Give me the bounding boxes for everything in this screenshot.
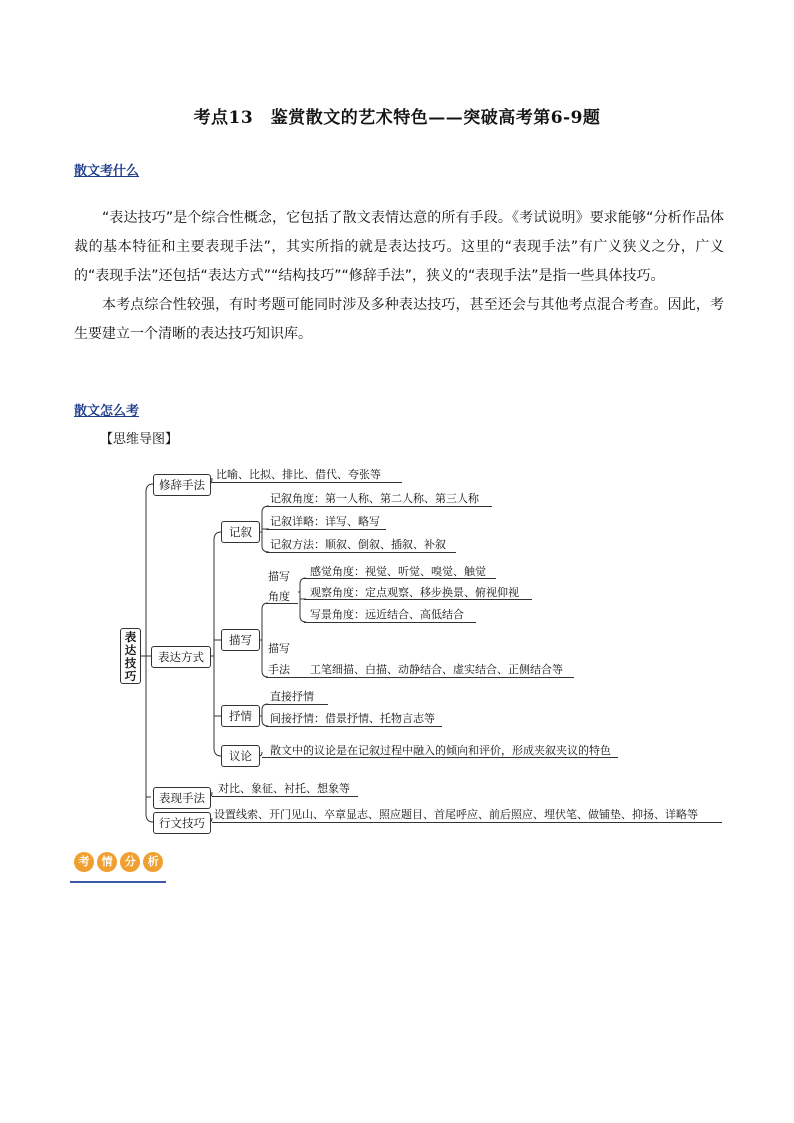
jiaodu-item-1: 感觉角度：视觉、听觉、嗅觉、触觉 [310, 565, 486, 578]
shoufa-text: 工笔细描、白描、动静结合、虚实结合、正侧结合等 [310, 663, 563, 676]
jixu-item-2-underline [266, 529, 386, 530]
xingwen-text: 设置线索、开门见山、卒章显志、照应题目、首尾呼应、前后照应、埋伏笔、做铺垫、抑扬、详略等 [214, 808, 698, 821]
paragraph-2: 本考点综合性较强，有时考题可能同时涉及多种表达技巧，甚至还会与其他考点混合考查。因此，考生要建立一个清晰的表达技巧知识库。 [74, 297, 724, 342]
yilun-underline [262, 757, 618, 758]
node-yilun [221, 745, 260, 767]
section-heading-how[interactable]: 散文怎么考 [74, 404, 140, 419]
jixu-item-3: 记叙方法：顺叙、倒叙、插叙、补叙 [270, 538, 446, 551]
node-miaoxie-label: 描写 [229, 633, 252, 647]
node-biaoda-label: 表达方式 [158, 650, 204, 664]
node-xingwen [153, 812, 211, 834]
mindmap-root [120, 628, 141, 684]
analysis-badge [74, 850, 161, 872]
mindmap-label: 【思维导图】 [100, 432, 179, 447]
node-biaoxian-label: 表现手法 [159, 791, 205, 805]
biaoxian-text: 对比、象征、衬托、想象等 [218, 782, 350, 795]
badge-char-3: 分 [120, 852, 140, 872]
jiaodu-item-1-underline [304, 578, 496, 579]
xingwen-underline [212, 822, 722, 823]
node-shuqing-label: 抒情 [229, 709, 252, 723]
jixu-item-3-underline [266, 552, 456, 553]
node-shuqing [221, 705, 260, 727]
shuqing-item-2: 间接抒情：借景抒情、托物言志等 [270, 712, 435, 725]
jixu-item-1-underline [266, 506, 492, 507]
xiuci-underline [212, 482, 402, 483]
shuqing-item-1: 直接抒情 [270, 690, 314, 703]
node-xingwen-label: 行文技巧 [159, 816, 205, 830]
miaoxie-shoufa-label-1: 描写 [268, 642, 290, 655]
xiuci-text: 比喻、比拟、排比、借代、夸张等 [216, 468, 381, 481]
root-label: 表达技巧 [124, 630, 137, 683]
miaoxie-jiaodu-underline [266, 603, 298, 604]
badge-char-1: 考 [74, 852, 94, 872]
page-title: 考点13 鉴赏散文的艺术特色——突破高考第6-9题 [193, 108, 601, 128]
jixu-item-1: 记叙角度：第一人称、第二人称、第三人称 [270, 492, 479, 505]
node-jixu-label: 记叙 [229, 525, 252, 539]
node-jixu [221, 521, 260, 543]
jiaodu-item-3-underline [304, 622, 476, 623]
jiaodu-item-2-underline [304, 599, 532, 600]
biaoxian-underline [212, 796, 358, 797]
badge-char-4: 析 [143, 852, 163, 872]
miaoxie-shoufa-label-2: 手法 [268, 663, 290, 676]
node-yilun-label: 议论 [229, 749, 252, 763]
jiaodu-item-2: 观察角度：定点观察、移步换景、俯视仰视 [310, 586, 519, 599]
node-xiuci [153, 474, 211, 496]
jiaodu-item-3: 写景角度：远近结合、高低结合 [310, 608, 464, 621]
node-xiuci-label: 修辞手法 [159, 478, 205, 492]
node-miaoxie [221, 629, 260, 651]
shuqing-item-2-underline [266, 726, 442, 727]
shuqing-item-1-underline [266, 704, 328, 705]
section-heading-what[interactable]: 散文考什么 [74, 164, 140, 179]
node-biaoxian [153, 787, 211, 809]
badge-underline [70, 881, 166, 883]
jixu-item-2: 记叙详略：详写、略写 [270, 515, 380, 528]
node-biaoda [151, 646, 211, 668]
miaoxie-jiaodu-label-2: 角度 [268, 590, 290, 603]
shoufa-underline [266, 677, 574, 678]
badge-char-2: 情 [97, 852, 117, 872]
miaoxie-jiaodu-label-1: 描写 [268, 570, 290, 583]
paragraph-1: “表达技巧”是个综合性概念，它包括了散文表情达意的所有手段。《考试说明》要求能够“分析作品体裁的基本特征和主要表现手法”，其实所指的就是表达技巧。这里的“表现手法”有广义狭义之分，广义的“表现手法”还包括“表达方式”“结构技巧”“修辞手法”，狭义的“表现手法”是指一些具体技巧。 [74, 210, 724, 284]
yilun-text: 散文中的议论是在记叙过程中融入的倾向和评价，形成夹叙夹议的特色 [270, 744, 611, 757]
